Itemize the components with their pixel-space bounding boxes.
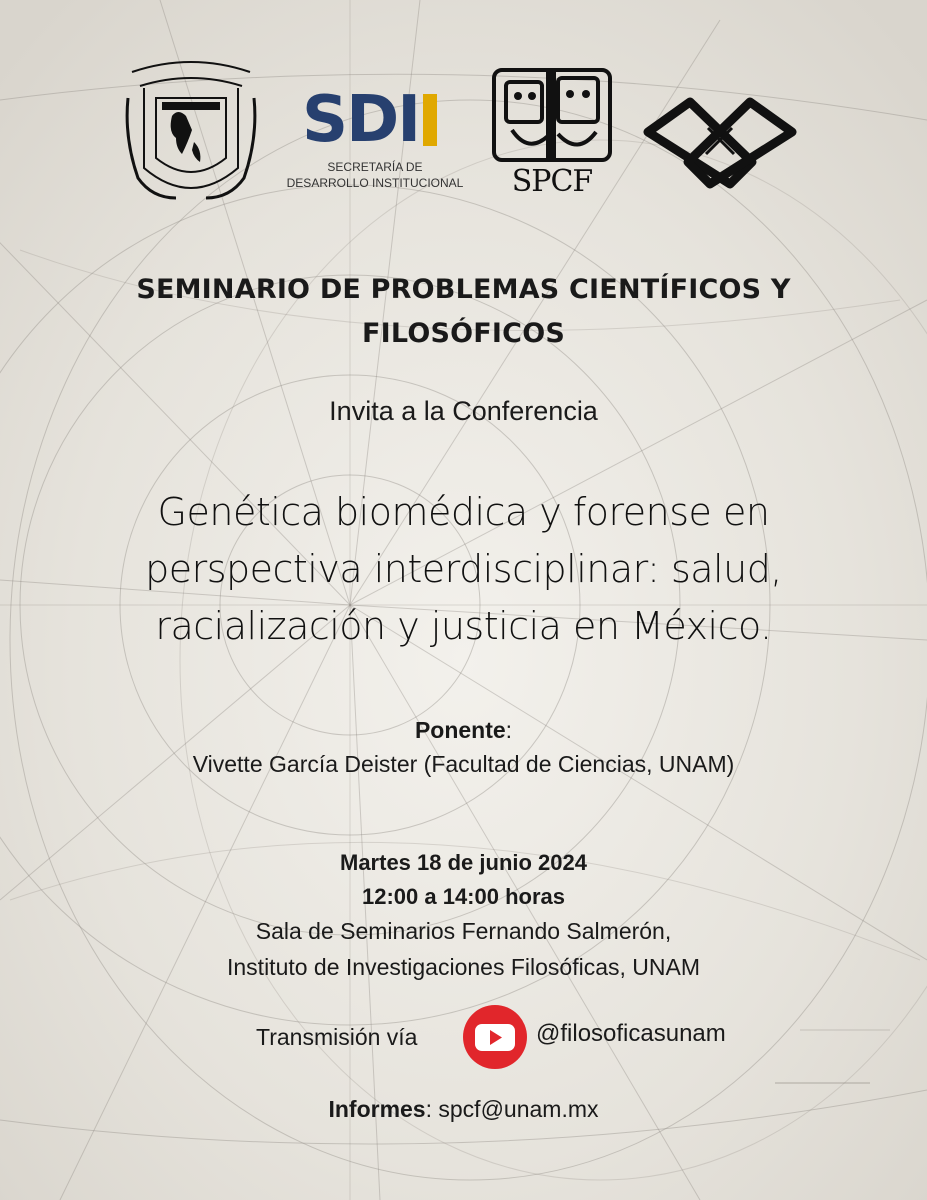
- speaker-label: [0, 717, 927, 744]
- glyph-figures-icon: [488, 64, 616, 164]
- sdi-mark: SDI: [302, 88, 437, 152]
- stream-handle[interactable]: @filosoficasunam: [536, 1020, 726, 1047]
- sdi-subtitle-line1: SECRETARÍA DE: [327, 160, 423, 174]
- contact-info: [0, 1096, 927, 1123]
- speaker-label-text: Ponente: [414, 717, 506, 743]
- sdi-accent-bar: [423, 94, 437, 146]
- conference-title: [0, 484, 927, 655]
- youtube-link[interactable]: [462, 1004, 528, 1070]
- interlocked-hands-logo: [640, 92, 800, 192]
- sdi-logo: [280, 83, 470, 198]
- interlocked-hands-icon: [640, 92, 800, 192]
- speaker-name: Vivette García Deister (Facultad de Ciencias, UNAM): [192, 751, 735, 777]
- contact-email[interactable]: spcf@unam.mx: [438, 1096, 599, 1122]
- youtube-icon: [462, 1004, 528, 1070]
- spcf-logo: [488, 64, 616, 199]
- speaker-label-colon: :: [505, 717, 513, 743]
- event-hours: 12:00 a 14:00 horas: [361, 884, 566, 909]
- contact-info-colon: :: [425, 1096, 432, 1122]
- spcf-logo-text: SPCF: [511, 164, 593, 199]
- unam-shield-icon: [122, 58, 260, 203]
- seminar-heading-line2: FILOSÓFICOS: [362, 318, 565, 349]
- stream-label: Transmisión vía: [256, 1024, 418, 1050]
- event-venue-line1: Sala de Seminarios Fernando Salmerón,: [255, 918, 672, 944]
- event-date: Martes 18 de junio 2024: [340, 850, 587, 875]
- seminar-heading: [0, 268, 927, 356]
- conference-title-line1: Genética biomédica y forense en: [157, 490, 770, 534]
- unam-logo: [122, 58, 260, 203]
- seminar-heading-line1: SEMINARIO DE PROBLEMAS CIENTÍFICOS Y: [136, 274, 791, 305]
- contact-info-label: Informes: [328, 1096, 426, 1122]
- invite-text: Invita a la Conferencia: [329, 396, 598, 426]
- conference-title-line2: perspectiva interdisciplinar: salud,: [145, 547, 782, 591]
- conference-title-line3: racialización y justicia en México.: [155, 604, 772, 648]
- sdi-subtitle-line2: DESARROLLO INSTITUCIONAL: [286, 176, 464, 190]
- event-venue-line2: Instituto de Investigaciones Filosóficas, UNAM: [227, 954, 700, 980]
